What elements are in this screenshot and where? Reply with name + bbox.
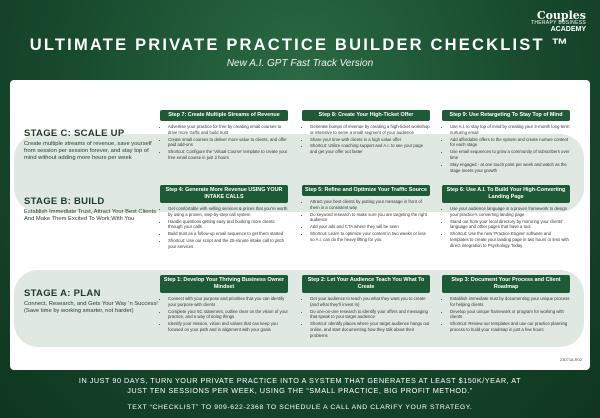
- step-9-list: [442, 124, 570, 173]
- list-item: • Do keyword research to make sure you are targeting the right audience: [310, 212, 430, 224]
- footer-line-1: IN JUST 90 DAYS, TURN YOUR PRIVATE PRACTICE INTO A SYSTEM THAT GENERATES AT LEAST $150K/YEAR, AT: [78, 376, 522, 385]
- list-item: • Complete your 5C statement, outline clear on the vision of your practice, and a way of doing things: [168, 309, 288, 321]
- step-4-header: Step 4: Generate More Revenue USING YOUR INTAKE CALLS: [160, 185, 288, 203]
- list-item: • Handle questions getting easy and booking more clients through your calls: [168, 219, 288, 231]
- step-1-column: [160, 275, 288, 334]
- list-item: • Shortcut: Configure the 'Virtual Course' template to create your free email course in just 2 hours: [168, 149, 288, 161]
- step-2-header: Step 2: Let Your Audience Teach You What To Create: [302, 275, 430, 293]
- step-4-column: [160, 185, 288, 251]
- stage-b-heading: STAGE B: BUILD: [24, 196, 105, 207]
- brand-logo: [531, 10, 586, 33]
- step-8-list: [302, 124, 430, 155]
- step-7-column: [160, 110, 288, 162]
- footer-cta: TEXT “CHECKLIST” TO 909-622-2368 TO SCHEDULE A CALL AND CLARIFY YOUR STRATEGY.: [127, 404, 473, 411]
- document-code: 230718-R02: [559, 357, 582, 362]
- step-1-header: Step 1: Develop Your Thriving Business Owner Mindset: [160, 275, 288, 293]
- page-subtitle: New A.I. GPT Fast Track Version: [226, 58, 374, 69]
- list-item: • Attract your best clients by putting your message in front of them in a consistent way: [310, 199, 430, 211]
- step-5-column: [302, 185, 430, 244]
- list-item: • Advertise your practice for free by creating email courses to drive more traffic and build trust: [168, 124, 288, 136]
- step-6-header: Step 6: Use A.I. To Build Your High-Converting Landing Page: [442, 185, 570, 203]
- step-1-list: [160, 296, 288, 333]
- logo-line-3: ACADEMY: [550, 26, 586, 33]
- stage-b-description: Establish Immediate Trust, Attract Your Best Clients And Make Them Excited To Work With You: [24, 209, 157, 223]
- step-5-list: [302, 199, 430, 243]
- list-item: • Shortcut: Utilize coaching support and A.I. to see your page and get your offer out faster: [310, 143, 430, 155]
- step-3-header: Step 3: Document Your Process and Client Roadmap: [442, 275, 570, 293]
- stage-a-description: Connect, Research, and Gets Your Way ‘n Success!(Save time by working smarter, not harder): [24, 301, 158, 315]
- list-item: • Shortcut: Learn to optimize your content in two weeks or less so A.I. can do the heavy lifting for you: [310, 231, 430, 243]
- list-item: • Add affordable offers to the system and create nurture content for each stage: [450, 137, 570, 149]
- logo-line-2: THERAPY BUSINESS: [531, 20, 586, 26]
- list-item: • Get your audience to teach you what they want you to create (and what they’ll invest in): [310, 296, 430, 308]
- footer-tagline: [0, 376, 600, 396]
- step-9-header: Step 9: Use Retargeting To Stay Top of Mind: [442, 110, 570, 121]
- list-item: • Use your audience language in a proven framework to design your practice’s converting landing page: [450, 206, 570, 218]
- stage-a-heading: STAGE A: PLAN: [24, 288, 101, 299]
- step-6-column: [442, 185, 570, 250]
- list-item: • Establish immediate trust by documenting your unique process for helping clients: [450, 296, 570, 308]
- stage-c-heading: STAGE C: SCALE UP: [24, 128, 125, 139]
- step-9-column: [442, 110, 570, 174]
- list-item: • Shortcut: Review our templates and use our practice planning process to build your roadmap in just a few hours: [450, 321, 570, 333]
- list-item: • Connect with your purpose and priorities that you can identify your purpose with clients: [168, 296, 288, 308]
- step-8-header: Step 8: Create Your High-Ticket Offer: [302, 110, 430, 121]
- step-3-column: [442, 275, 570, 334]
- step-6-list: [442, 206, 570, 249]
- list-item: • Stand out from your local directory by mirroring your clients’ language and other pages that have a tool: [450, 219, 570, 231]
- list-item: • Identify your mission, vision and values that can keep you focused on your path and in alignment with your goals: [168, 321, 288, 333]
- footer-line-2: JUST TEN SESSIONS PER WEEK, USING THE “SMALL PRACTICE, BIG PROFIT METHOD.”: [127, 385, 473, 395]
- list-item: • Build trust as a follow-up email sequence to get them started: [168, 231, 288, 237]
- list-item: • Use A.I. to stay top of mind by creating your 3-month long-term nurturing email: [450, 124, 570, 136]
- stage-b-label: [24, 196, 159, 223]
- list-item: • Share your time with clients in a high value offer: [310, 137, 430, 143]
- step-5-header: Step 5: Refine and Optimize Your Traffic Source: [302, 185, 430, 196]
- list-item: • Create small courses to deliver more value to clients, and offer paid add-ons: [168, 137, 288, 149]
- list-item: • Do one-on-one research to identify your offers and messaging that speak to your target audience: [310, 309, 430, 321]
- stage-c-description: Create multiple streams of revenue, save yourself from session per session forever, and stay top of mind without adding more hours per week: [24, 141, 152, 162]
- logo-line-1: Couples: [536, 9, 586, 22]
- step-2-list: [302, 296, 430, 339]
- list-item: • Add your ads and CTA where they will be seen: [310, 224, 430, 230]
- step-8-column: [302, 110, 430, 156]
- step-7-header: Step 7: Create Multiple Streams of Revenue: [160, 110, 288, 121]
- stage-c-label: [24, 128, 159, 163]
- list-item: • Shortcut: Use the new 'Practice Engine' software and templates to create your landing page in two hours or less with direct integration to Psychology Today: [450, 231, 570, 248]
- list-item: • Shortcut: Use our script and the 25-minute intake call to pitch your services: [168, 238, 288, 250]
- list-item: • Stay engaged - at one touch point per week and watch as the stage meets your growth: [450, 162, 570, 174]
- list-item: • Shortcut: Identify places where your target audience hangs out online, and start documenting how they talk about their problems: [310, 321, 430, 338]
- step-4-list: [160, 206, 288, 250]
- page-title: ULTIMATE PRIVATE PRACTICE BUILDER CHECKLIST ™: [29, 36, 571, 54]
- stage-a-label: [24, 288, 159, 315]
- step-3-list: [442, 296, 570, 333]
- list-item: • Use email sequences to grow a community of subscribers over time: [450, 149, 570, 161]
- step-2-column: [302, 275, 430, 340]
- list-item: • Generate bumps of revenue by creating a high-ticket workshop or intensive to serve a small segment of your audience: [310, 124, 430, 136]
- list-item: • Develop your unique framework or program for working with clients: [450, 309, 570, 321]
- list-item: • Get comfortable with selling services & prices that you’re worth by using a proven, step-by-step call system: [168, 206, 288, 218]
- step-7-list: [160, 124, 288, 161]
